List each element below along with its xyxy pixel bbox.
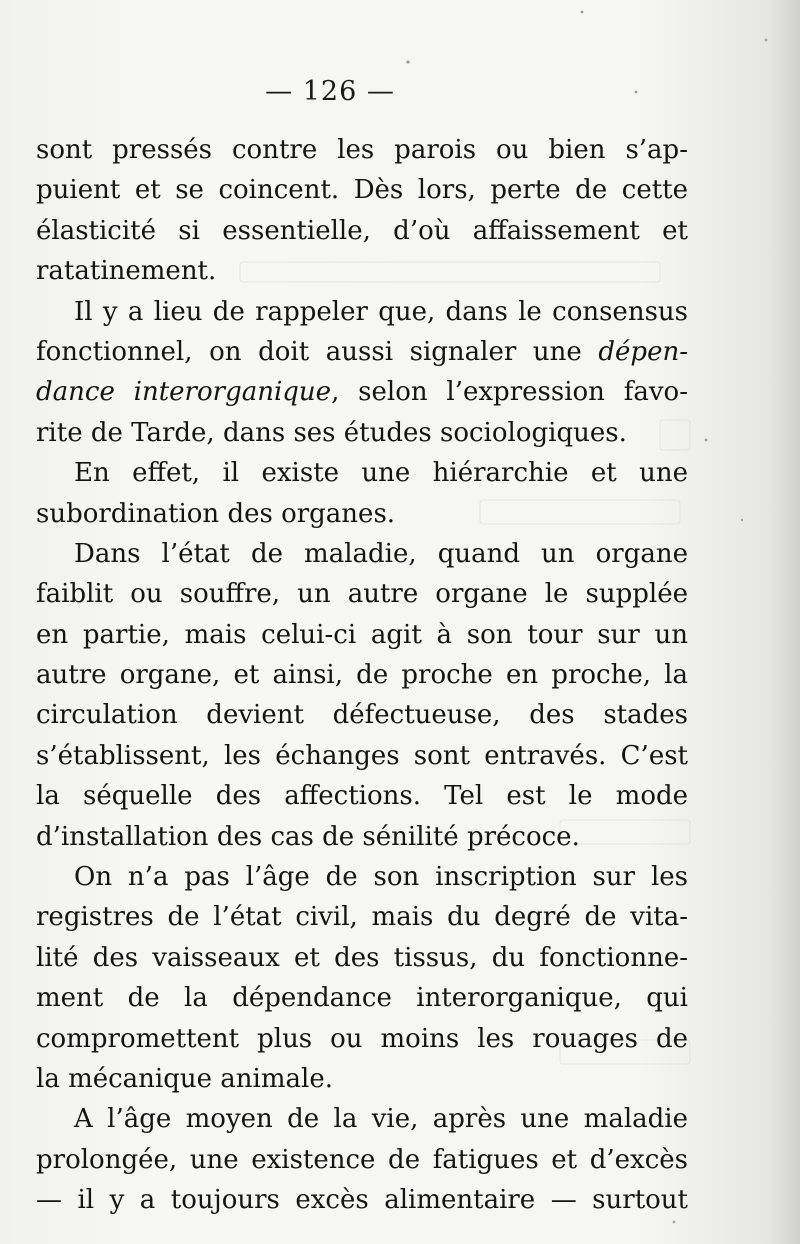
italic-phrase: dance interorganique — [36, 377, 332, 408]
text-line: élasticité si essentielle, d’où affaissement et — [36, 215, 688, 246]
text-line: autre organe, et ainsi, de proche en proche, la — [36, 660, 688, 691]
text-line: puient et se coincent. Dès lors, perte de cette — [36, 175, 688, 206]
text-line: ratatinement. — [36, 256, 217, 287]
page-number: — 126 — — [265, 76, 395, 107]
text-line: en partie, mais celui-ci agit à son tour sur un — [36, 619, 688, 650]
text-line: lité des vaisseaux et des tissus, du fonctionne- — [36, 942, 688, 973]
text-segment: fonctionnel, on doit aussi signaler une — [36, 336, 599, 367]
text-line: rite de Tarde, dans ses études sociologiques. — [36, 417, 627, 448]
body-text — [36, 130, 688, 1221]
text-line: la séquelle des affections. Tel est le mode — [36, 781, 688, 812]
text-line: Dans l’état de maladie, quand un organe — [74, 538, 688, 569]
text-line: sont pressés contre les parois ou bien s’ap- — [36, 135, 688, 165]
text-line: compromettent plus ou moins les rouages de — [36, 1023, 688, 1054]
text-line: faiblit ou souffre, un autre organe le supplée — [36, 579, 688, 610]
text-line: prolongée, une existence de fatigues et d’excès — [36, 1144, 688, 1175]
text-line: Il y a lieu de rappeler que, dans le consensus — [74, 296, 688, 327]
text-line: la mécanique animale. — [36, 1063, 333, 1094]
text-line: d’installation des cas de sénilité précoce. — [36, 821, 580, 852]
text-line: registres de l’état civil, mais du degré de vita- — [36, 902, 688, 933]
text-line — [36, 372, 688, 412]
text-line: circulation devient défectueuse, des stades — [36, 700, 688, 731]
text-line: — il y a toujours excès alimentaire — surtout — [36, 1185, 688, 1216]
text-line: s’établissent, les échanges sont entravés. C’est — [36, 740, 688, 771]
text-line: ment de la dépendance interorganique, qui — [36, 983, 688, 1014]
text-line: On n’a pas l’âge de son inscription sur les — [74, 862, 688, 893]
text-line: En effet, il existe une hiérarchie et une — [74, 458, 688, 489]
italic-phrase: dépen- — [598, 336, 688, 367]
text-segment: , selon l’expression favo- — [331, 377, 688, 408]
text-line: A l’âge moyen de la vie, après une maladie — [74, 1104, 688, 1135]
text-line — [36, 332, 688, 372]
text-line: subordination des organes. — [36, 498, 396, 529]
